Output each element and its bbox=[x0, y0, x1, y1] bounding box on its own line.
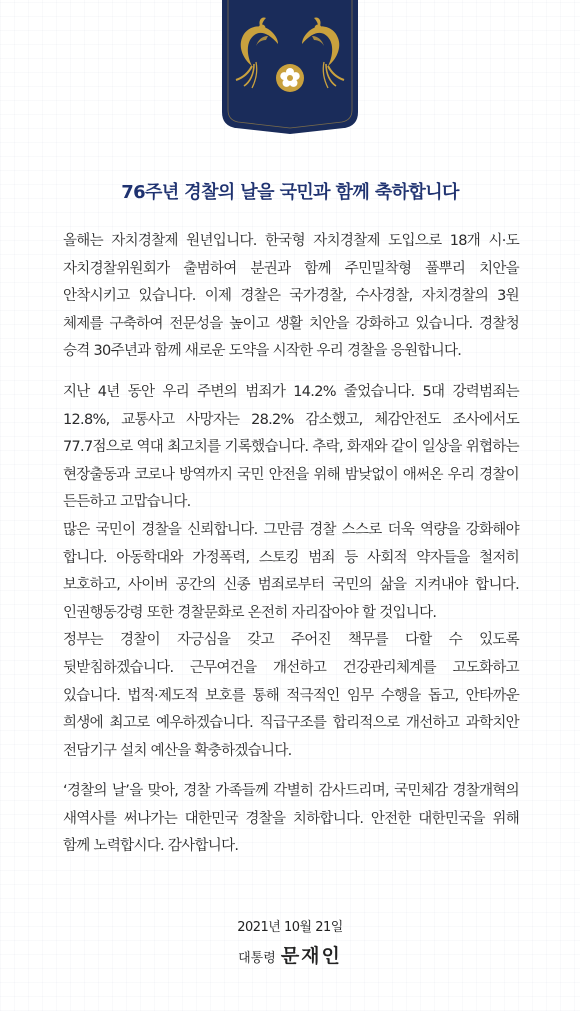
signature-name: 문재인 bbox=[280, 945, 342, 967]
signature-date: 2021년 10월 21일 bbox=[237, 920, 343, 935]
paragraph-closing: ‘경찰의 날’을 맞아, 경찰 가족들께 각별히 감사드리며, 국민체감 경찰개혁의 새역사를 써나가는 대한민국 경찰을 치하합니다. 안전한 대한민국을 위해 함께 노력합시다. 감사합니다. bbox=[63, 783, 519, 855]
paragraph-crime-statistics: 지난 4년 동안 우리 주변의 범죄가 14.2% 줄었습니다. 5대 강력범죄는 12.8%, 교통사고 사망자는 28.2% 감소했고, 체감안전도 조사에서도 77.7점으로 역대 최고치를 기록했습니다. 추락, 화재와 같이 일상을 위협하는 현장출동과 코로나 방역까지 국민 안전을 위해 밤낮없이 애써온 우리 경찰이 든든하고 고맙습니다. bbox=[63, 383, 519, 511]
paragraph-public-trust: 많은 국민이 경찰을 신뢰합니다. 그만큼 경찰 스스로 더욱 역량을 강화해야 합니다. 아동학대와 가정폭력, 스토킹 범죄 등 사회적 약자들을 철저히 보호하고, 사이버 공간의 신종 범죄로부터 국민의 삶을 지켜내야 합니다. 인권행동강령 또한 경찰문화로 온전히 자리잡아야 할 것입니다. bbox=[63, 521, 519, 621]
signature-name-row bbox=[0, 941, 580, 968]
signature-role: 대통령 bbox=[238, 951, 276, 966]
paragraph-autonomous-police: 올해는 자치경찰제 원년입니다. 한국형 자치경찰제 도입으로 18개 시·도 자치경찰위원회가 출범하여 분권과 함께 주민밀착형 풀뿌리 치안을 안착시키고 있습니다. 이제 경찰은 국가경찰, 수사경찰, 자치경찰의 3원 체제를 구축하여 전문성을 높이고 생활 치안을 강화하고 있습니다. 경찰청 승격 30주년과 함께 새로운 도약을 시작한 우리 경찰을 응원합니다. bbox=[63, 233, 519, 360]
paragraph-government-support: 정부는 경찰이 자긍심을 갖고 주어진 책무를 다할 수 있도록 뒷받침하겠습니다. 근무여건을 개선하고 건강관리체계를 고도화하고 있습니다. 법적·제도적 보호를 통해 적극적인 임무 수행을 돕고, 안타까운 희생에 최고로 예우하겠습니다. 직급구조를 합리적으로 개선하고 과학치안 전담기구 설치 예산을 확충하겠습니다. bbox=[63, 632, 519, 759]
presidential-emblem-banner bbox=[222, 0, 358, 134]
signature-block bbox=[0, 916, 580, 968]
phoenix-emblem-icon bbox=[222, 0, 358, 134]
letter-body bbox=[63, 228, 519, 861]
letter-title: 76주년 경찰의 날을 국민과 함께 축하합니다 bbox=[121, 182, 459, 203]
